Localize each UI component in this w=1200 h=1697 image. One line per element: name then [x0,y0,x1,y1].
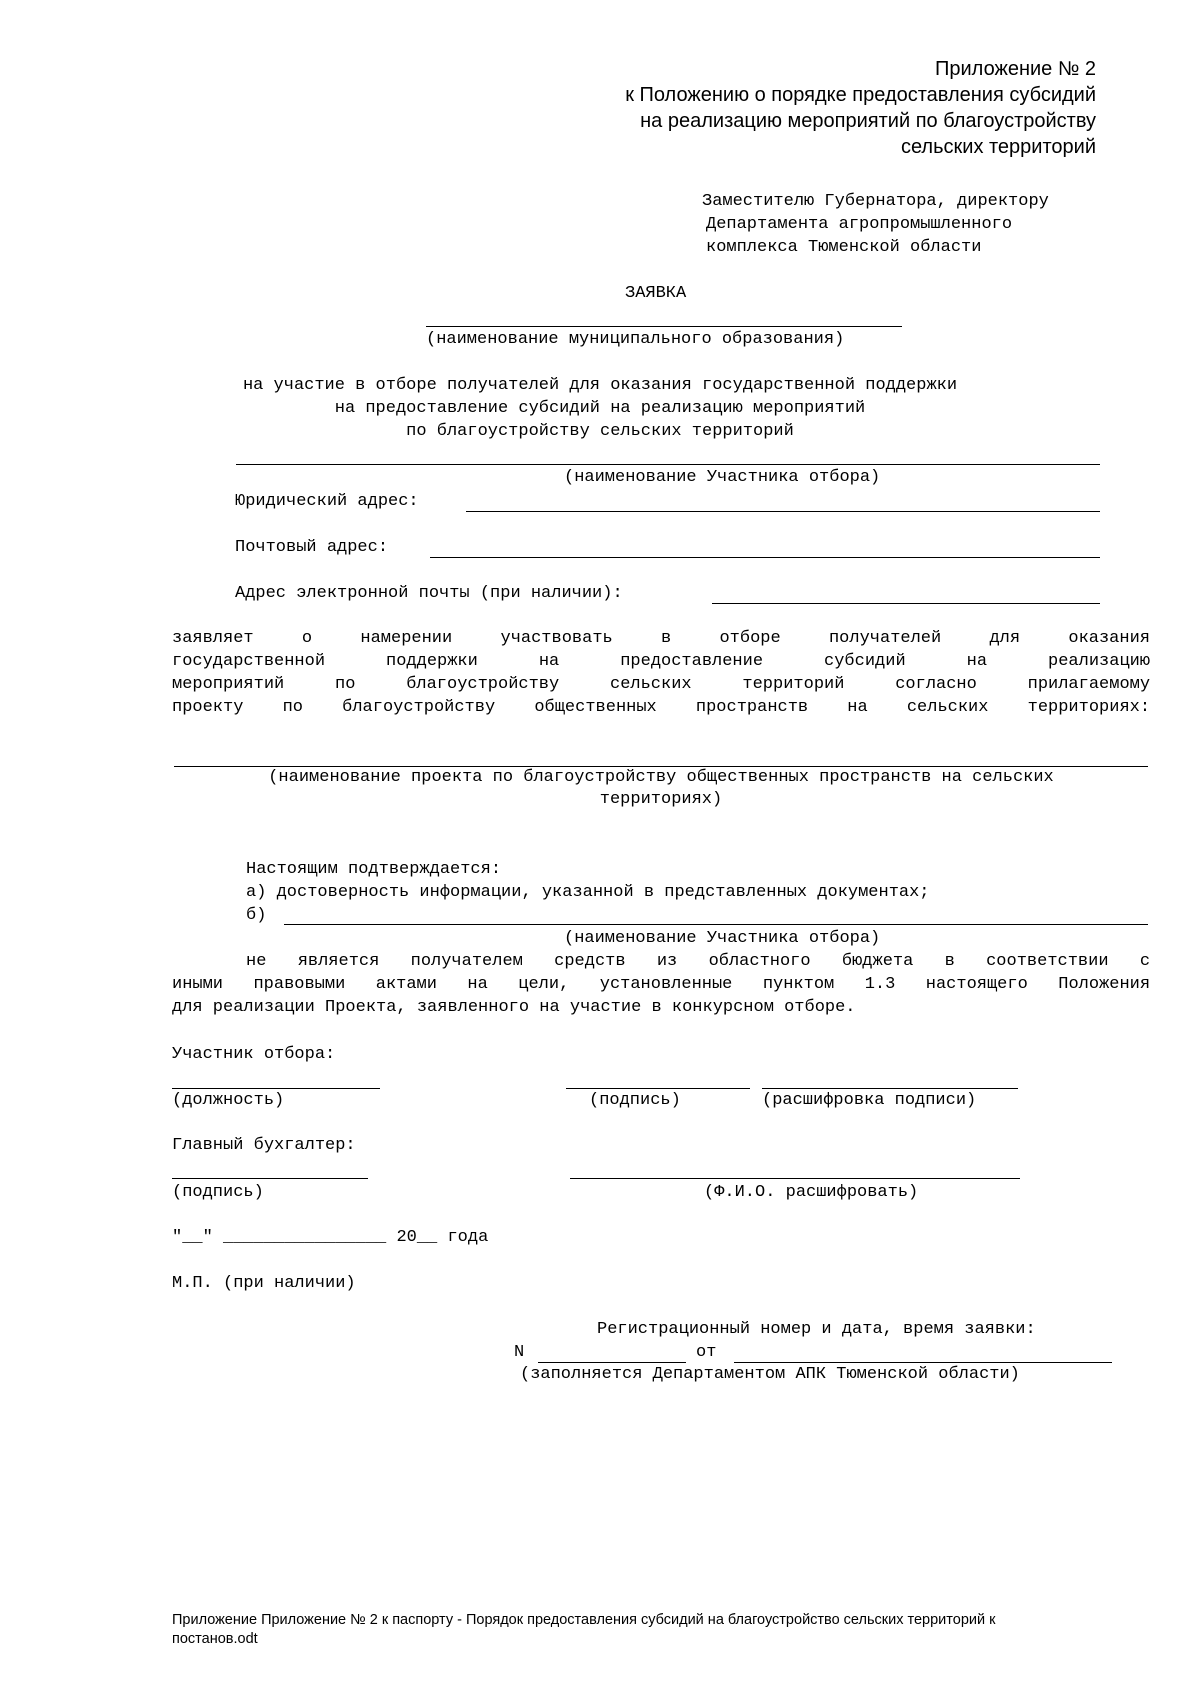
statement-word: поддержки [386,652,478,671]
date-year-suffix: года [447,1228,489,1247]
registration-number-field[interactable] [538,1362,686,1363]
statement-word: согласно [895,675,977,694]
statement-word: территориях: [1027,698,1151,717]
signature-blank-line[interactable] [566,1088,750,1089]
stamp-label: М.П. (при наличии) [172,1274,356,1293]
project-name-blank-line[interactable] [174,766,1148,767]
statement-word: реализацию [1048,652,1151,671]
statement-word: сельских [610,675,692,694]
statement-word: на [847,698,868,717]
confirmation-participant-blank-line[interactable] [284,924,1148,925]
statement-word: оказания [1068,629,1150,648]
confirmation-line-2 [172,975,1150,994]
statement-word: предоставление [620,652,764,671]
confirmation-word: 1.3 [864,975,896,994]
project-caption-line-2: территориях) [599,790,723,809]
registration-caption: (заполняется Департаментом АПК Тюменской области) [520,1365,1020,1384]
confirmation-line-1 [246,952,1150,971]
addressee-line-3: комплекса Тюменской области [706,238,982,257]
participant-name-caption: (наименование Участника отбора) [564,468,881,487]
statement-word: отборе [719,629,781,648]
signature-decoding-blank-line[interactable] [762,1088,1018,1089]
statement-word: сельских [906,698,989,717]
appendix-reference-line-1: к Положению о порядке предоставления субсидий [625,84,1096,106]
statement-word: намерении [360,629,453,648]
statement-word: общественных [534,698,657,717]
confirmation-word: получателем [410,952,523,971]
statement-word: благоустройству [406,675,560,694]
confirmation-item-b-prefix: б) [246,906,267,925]
confirmation-word: с [1139,952,1151,971]
statement-word: территорий [742,675,845,694]
statement-word: в [661,629,672,648]
footer-line-1: Приложение Приложение № 2 к паспорту - Порядок предоставления субсидий на благоустройство сельских территорий к [172,1612,996,1628]
confirmation-word: является [297,952,380,971]
statement-word: на [966,652,988,671]
confirmation-word: в [944,952,955,971]
statement-line-1 [172,629,1150,648]
postal-address-label: Почтовый адрес: [235,538,389,557]
statement-word: о [301,629,313,648]
municipality-caption: (наименование муниципального образования) [426,330,845,349]
project-caption-line-1: (наименование проекта по благоустройству общественных пространств на сельских [268,768,1054,787]
registration-title: Регистрационный номер и дата, время заявки: [597,1320,1036,1339]
confirmation-last-line: для реализации Проекта, заявленного на участие в конкурсном отборе. [172,998,856,1017]
confirmation-word: иными [172,975,224,994]
confirmation-word: цели, [518,975,570,994]
statement-line-4 [172,698,1150,717]
email-label: Адрес электронной почты (при наличии): [235,584,623,603]
statement-line-2 [172,652,1150,671]
confirmation-word: пунктом [762,975,835,994]
position-blank-line[interactable] [172,1088,380,1089]
footer-line-2: постанов.odt [172,1631,258,1647]
confirmation-word: настоящего [925,975,1028,994]
confirmation-word: не [246,952,267,971]
statement-word: субсидий [824,652,906,671]
addressee-line-1: Заместителю Губернатора, директору [702,192,1049,211]
registration-number-label: N [514,1343,525,1362]
confirmation-word: на [467,975,488,994]
participant-signature-label: Участник отбора: [172,1045,336,1064]
confirmation-word: установленные [599,975,733,994]
appendix-reference-line-2: на реализацию мероприятий по благоустройству [640,110,1096,132]
statement-word: по [335,675,356,694]
confirmation-word: средств [554,952,626,971]
confirmation-word: бюджета [841,952,914,971]
municipality-blank-line[interactable] [426,326,902,327]
confirmation-word: актами [375,975,437,994]
accountant-name-blank-line[interactable] [570,1178,1020,1179]
legal-address-field[interactable] [466,511,1100,512]
statement-word: благоустройству [342,698,496,717]
registration-from-label: от [696,1343,717,1362]
accountant-signature-caption: (подпись) [172,1183,264,1202]
date-year-field[interactable]: __ [416,1228,438,1247]
date-year-prefix: 20 [396,1228,417,1247]
statement-word: заявляет [172,629,254,648]
statement-word: мероприятий [172,675,285,694]
chief-accountant-label: Главный бухгалтер: [172,1136,356,1155]
legal-address-label: Юридический адрес: [235,492,419,511]
appendix-reference-line-3: сельских территорий [900,136,1096,158]
statement-word: на [538,652,560,671]
purpose-line-1: на участие в отборе получателей для оказания государственной поддержки [242,376,958,395]
confirmation-item-a: а) достоверность информации, указанной в представленных документах; [246,883,930,902]
position-caption: (должность) [172,1091,285,1110]
statement-line-3 [172,675,1150,694]
date-quote-close: " [202,1228,213,1247]
signature-caption: (подпись) [589,1091,681,1110]
confirmation-word: правовыми [253,975,346,994]
statement-word: государственной [172,652,326,671]
appendix-number: Приложение № 2 [935,58,1096,80]
signature-decoding-caption: (расшифровка подписи) [762,1091,977,1110]
statement-word: проекту [172,698,244,717]
participant-name-blank-line[interactable] [236,464,1100,465]
accountant-signature-blank-line[interactable] [172,1178,368,1179]
statement-word: для [989,629,1021,648]
purpose-line-3: по благоустройству сельских территорий [406,422,794,441]
date-day-field[interactable]: __ [182,1228,203,1247]
statement-word: пространств [695,698,809,717]
accountant-name-caption: (Ф.И.О. расшифровать) [704,1183,919,1202]
email-field[interactable] [712,603,1100,604]
addressee-line-2: Департамента агропромышленного [706,215,1013,234]
statement-word: получателей [828,629,942,648]
statement-word: участвовать [500,629,613,648]
confirmation-participant-caption: (наименование Участника отбора) [564,929,881,948]
confirmation-word: из [656,952,678,971]
confirmation-word: областного [708,952,811,971]
purpose-line-2: на предоставление субсидий на реализацию мероприятий [334,399,866,418]
confirmation-intro: Настоящим подтверждается: [246,860,502,879]
date-line [172,1228,488,1247]
date-month-field[interactable]: ________________ [223,1228,387,1247]
document-title: ЗАЯВКА [625,284,687,303]
date-quote-open: " [172,1228,183,1247]
postal-address-field[interactable] [430,557,1100,558]
statement-word: по [282,698,303,717]
registration-date-field[interactable] [734,1362,1112,1363]
confirmation-word: соответствии [986,952,1109,971]
confirmation-word: Положения [1058,975,1151,994]
statement-word: прилагаемому [1027,675,1151,694]
